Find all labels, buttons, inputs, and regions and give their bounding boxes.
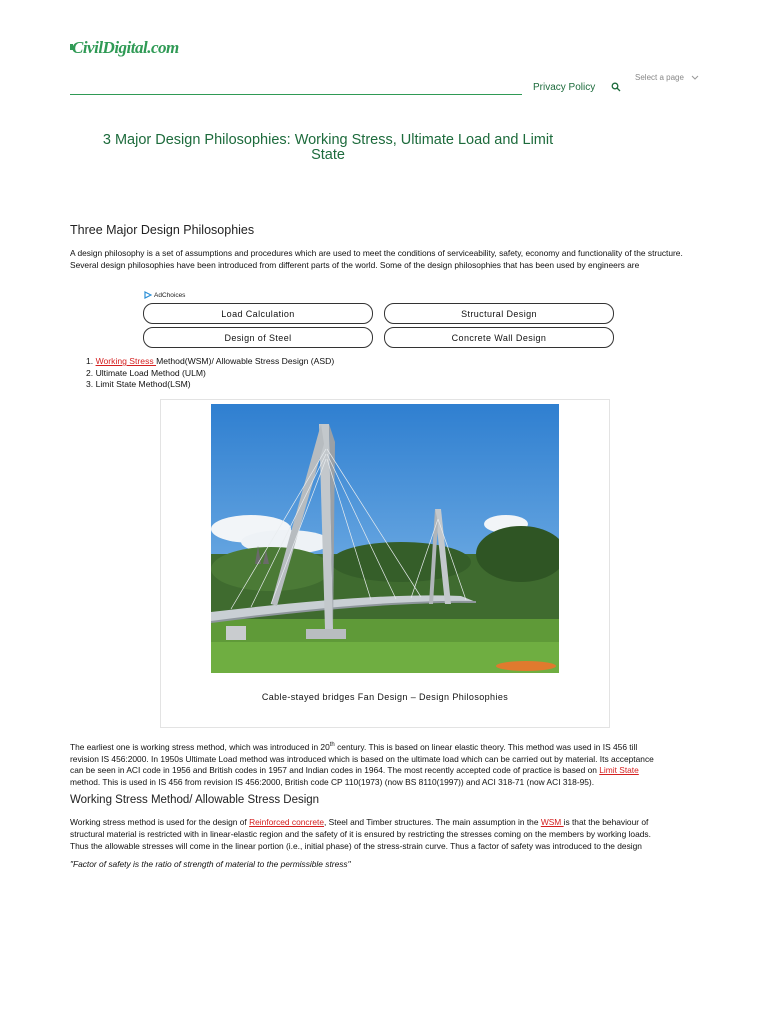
wsm-line: structural material is restricted with in linear-elastic region and the safety of it is ensured by restricting the stresses coming on the members by working loads. <box>70 828 651 839</box>
list-item-text: Limit State Method(LSM) <box>95 379 191 389</box>
limit-state-link[interactable]: Limit State <box>599 765 639 776</box>
reinforced-concrete-link[interactable]: Reinforced concrete <box>249 817 325 827</box>
list-item-text: Ultimate Load Method (ULM) <box>95 367 206 378</box>
text: can be seen in ACI code in 1956 and British codes in 1957 and Indian codes in 1964. The most recently accepted code of practice is based on <box>70 765 600 776</box>
list-number: 1. <box>86 356 94 366</box>
history-line: revision IS 456:2000. In 1950s Ultimate Load method was introduced which is based on the ultimate load which can be carried out by material. Its acceptance <box>70 753 654 764</box>
history-line <box>70 765 700 777</box>
text: century. This is based on linear elastic theory. This method was used in IS 456 till <box>334 741 638 752</box>
wsm-line <box>70 817 700 829</box>
figure-caption: Cable-stayed bridges Fan Design – Design Philosophies <box>261 692 509 702</box>
page-title <box>90 133 566 163</box>
list-number: 3. <box>86 379 94 389</box>
working-stress-link[interactable]: Working Stress <box>95 356 157 366</box>
page-select[interactable]: Select a page <box>635 73 684 82</box>
adchoices-label: AdChoices <box>154 291 186 299</box>
factor-of-safety-quote: "Factor of safety is the ratio of strength of material to the permissible stress" <box>70 859 351 869</box>
cable-stayed-bridge-photo <box>211 404 559 673</box>
history-line <box>70 740 700 754</box>
ad-link-load-calculation[interactable]: Load Calculation <box>143 303 373 324</box>
wsm-paragraph <box>70 817 700 852</box>
list-item-text: Method(WSM)/ Allowable Stress Design (ASD) <box>156 356 335 366</box>
search-icon[interactable] <box>611 82 621 92</box>
superscript: th <box>329 742 335 748</box>
adchoices-badge[interactable] <box>144 291 185 299</box>
history-paragraph <box>70 740 700 789</box>
text: The earliest one is working stress method, which was introduced in 20 <box>70 741 330 752</box>
section-heading-wsm: Working Stress Method/ Allowable Stress Design <box>70 794 320 806</box>
page-title-line2: State <box>311 147 345 163</box>
bridge-figure <box>160 399 610 728</box>
privacy-policy-link[interactable]: Privacy Policy <box>533 82 596 93</box>
intro-paragraph: A design philosophy is a set of assumptions and procedures which are used to meet the conditions of serviceability, safety, economy and functionality of the structure. Several design philosophies have been introduced from different parts of the world. Some of the design philosophies that has been used by engineers are <box>70 248 683 270</box>
list-item <box>86 379 334 391</box>
text: , Steel and Timber structures. The main assumption in the <box>324 817 541 827</box>
history-line: method. This is used in IS 456 from revision IS 456:2000, British code CP 110(1973) (now BS 8110(1997)) and ACI 318-71 (now ACI 318-95). <box>70 777 595 788</box>
philosophies-list <box>86 356 334 391</box>
wsm-link[interactable]: WSM <box>540 817 564 827</box>
ad-link-design-of-steel[interactable]: Design of Steel <box>143 327 373 348</box>
text: Working stress method is used for the design of <box>70 817 250 827</box>
chevron-down-icon[interactable] <box>690 74 700 82</box>
page-title-line1: 3 Major Design Philosophies: Working Stress, Ultimate Load and Limit <box>102 132 554 148</box>
site-logo[interactable]: CivilDigital.com <box>72 38 179 57</box>
text: is that the behaviour of <box>563 817 649 827</box>
section-heading-three-philosophies: Three Major Design Philosophies <box>70 223 255 237</box>
nav-divider <box>70 94 522 95</box>
list-item <box>86 368 334 380</box>
adchoices-icon <box>144 291 152 299</box>
ad-link-structural-design[interactable]: Structural Design <box>384 303 614 324</box>
list-item <box>86 356 334 368</box>
ad-link-concrete-wall-design[interactable]: Concrete Wall Design <box>384 327 614 348</box>
wsm-line: Thus the allowable stresses will come in the linear portion (i.e., initial phase) of the stress-strain curve. Thus a factor of safety was introduced to the design <box>70 840 642 851</box>
list-number: 2. <box>86 367 94 378</box>
